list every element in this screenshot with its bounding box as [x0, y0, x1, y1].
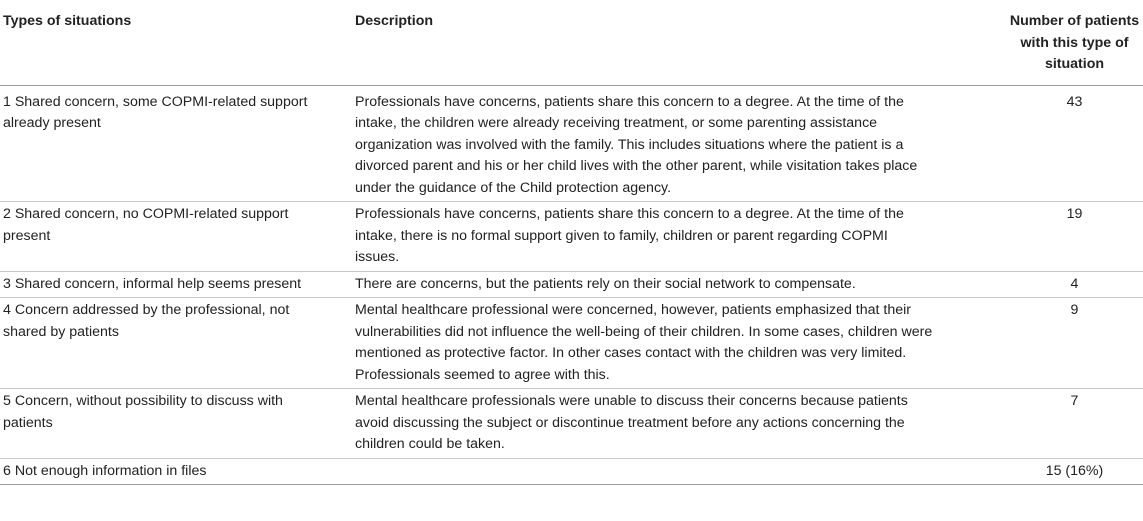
- table-row: [0, 202, 1143, 272]
- table-row: [0, 85, 1143, 202]
- situation-type-cell: 6 Not enough information in files: [3, 462, 207, 479]
- header-types-of-situations: Types of situations: [3, 13, 132, 29]
- patient-count-cell: 15 (16%): [1045, 462, 1104, 479]
- patient-count-cell: 19: [1066, 206, 1083, 222]
- patient-count-cell: 7: [1070, 393, 1079, 409]
- table-header: [0, 0, 1143, 85]
- situation-type-cell: 4 Concern addressed by the professional, not shared by patients: [3, 302, 290, 340]
- description-cell: [352, 458, 984, 485]
- patient-count-cell: 9: [1070, 302, 1079, 318]
- description-cell: Mental healthcare professionals were unable to discuss their concerns because patients avoid discussing the subject or discontinue treatment before any actions concerning the children could be taken.: [355, 393, 908, 452]
- description-cell: There are concerns, but the patients rely on their social network to compensate.: [355, 275, 856, 292]
- header-row: [0, 0, 1143, 85]
- header-number-of-patients: Number of patients with this type of situation: [1009, 13, 1140, 72]
- patient-count-cell: 43: [1066, 93, 1083, 110]
- table-row: [0, 458, 1143, 485]
- table-body: [0, 85, 1143, 485]
- description-cell: Mental healthcare professional were concerned, however, patients emphasized that their vulnerabilities did not influence the well-being of their children. In some cases, children were mentioned as protective factor. In other cases contact with the children was very limited. Professionals seemed to agree with this.: [355, 302, 933, 383]
- situation-type-cell: 5 Concern, without possibility to discuss with patients: [3, 393, 283, 431]
- table-row: [0, 389, 1143, 459]
- situation-type-cell: 3 Shared concern, informal help seems present: [3, 275, 302, 292]
- situation-type-cell: 2 Shared concern, no COPMI-related support present: [3, 206, 289, 244]
- description-cell: Professionals have concerns, patients share this concern to a degree. At the time of the intake, the children were already receiving treatment, or some parenting assistance organization was involved with the family. This includes situations where the patient is a divorced parent and his or her child lives with the other parent, while visitation takes place under the guidance of the Child protection agency.: [355, 93, 918, 196]
- table-row: [0, 298, 1143, 389]
- table-row: [0, 271, 1143, 298]
- situation-type-cell: 1 Shared concern, some COPMI-related support already present: [3, 93, 308, 131]
- header-description: Description: [355, 13, 434, 29]
- patient-count-cell: 4: [1070, 275, 1079, 292]
- description-cell: Professionals have concerns, patients share this concern to a degree. At the time of the intake, there is no formal support given to family, children or parent regarding COPMI issues.: [355, 206, 904, 265]
